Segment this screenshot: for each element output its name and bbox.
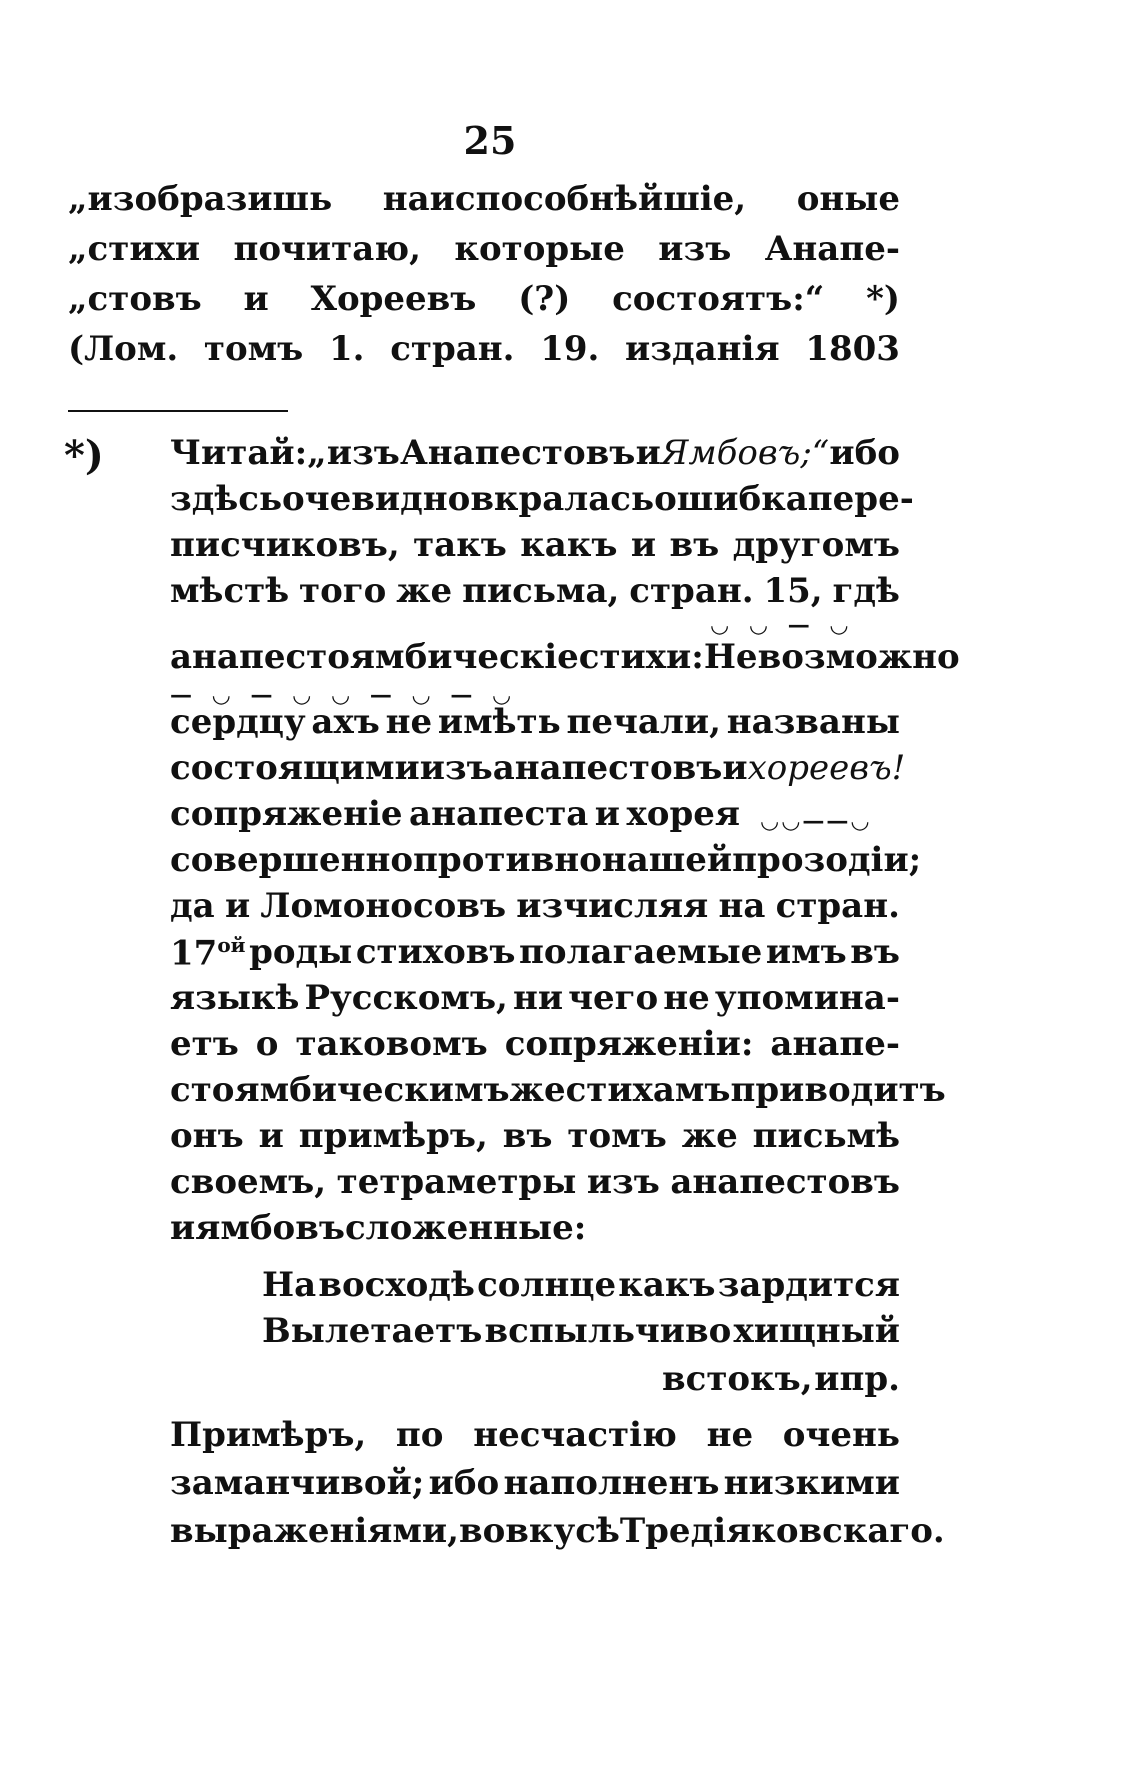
word: названы <box>726 702 900 742</box>
word: на <box>718 886 766 926</box>
word: полагаемые <box>519 932 763 972</box>
closing-line <box>170 1511 945 1551</box>
word: таковомъ <box>295 1024 488 1064</box>
word: да <box>170 886 215 926</box>
word: Анапестовъ <box>400 433 636 473</box>
word: несчастію <box>473 1415 677 1455</box>
footnote-line <box>170 637 960 677</box>
word: очевидно <box>282 479 471 519</box>
word: примѣръ, <box>298 1116 488 1156</box>
word: во <box>458 1511 506 1551</box>
footnote-rule <box>68 410 288 412</box>
word: стихамъ <box>565 1070 731 1110</box>
word: наиспособнѣйшіе, <box>382 179 747 219</box>
word: изъ <box>419 748 493 788</box>
footnote-line <box>170 525 900 565</box>
word: $17^{ой}$ <box>170 933 246 974</box>
word: по <box>395 1415 444 1455</box>
word: какъ <box>618 1265 716 1305</box>
word: анапе- <box>770 1024 900 1064</box>
word: томъ <box>203 329 304 369</box>
word: Хореевъ <box>310 279 477 319</box>
word: гдѣ <box>832 571 900 611</box>
word: не <box>706 1415 754 1455</box>
word: имъ <box>765 932 847 972</box>
word: и <box>224 886 251 926</box>
word: хорея <box>626 794 740 834</box>
word: очень <box>782 1415 900 1455</box>
word: стран. <box>775 886 900 926</box>
word: ямбовъ <box>195 1208 345 1248</box>
footnote-line <box>170 433 900 473</box>
footnote-line <box>170 840 922 880</box>
word: и <box>594 794 621 834</box>
word: упомина- <box>714 978 900 1018</box>
word: стран. <box>629 571 754 611</box>
word: Примѣръ, <box>170 1415 367 1455</box>
word: На <box>262 1265 317 1305</box>
word: хищный <box>733 1311 900 1351</box>
footnote-line <box>170 978 900 1018</box>
word: изъ <box>658 229 732 269</box>
word: не <box>663 978 710 1018</box>
word: заманчивой; <box>170 1463 425 1503</box>
footnote-line <box>170 479 914 519</box>
word: нашей <box>601 840 733 880</box>
word: Ямбовъ;“ <box>661 433 830 473</box>
word: 1803 <box>805 329 900 369</box>
word: анапестовъ <box>670 1162 900 1202</box>
main-line <box>68 279 900 319</box>
word: стиховъ <box>355 932 516 972</box>
word: томъ <box>567 1116 667 1156</box>
verse-line <box>262 1265 900 1305</box>
word: совершенно <box>170 840 414 880</box>
word: и <box>258 1116 284 1156</box>
word: 19. <box>540 329 600 369</box>
word: „стихи <box>68 229 201 269</box>
word: сопряженіе <box>170 794 403 834</box>
word: о <box>255 1024 279 1064</box>
word: оные <box>796 179 900 219</box>
word: состоятъ:“ <box>612 279 825 319</box>
word: Тредіяковскаго. <box>619 1511 945 1551</box>
word: етъ <box>170 1024 239 1064</box>
word: восходѣ <box>318 1265 475 1305</box>
word: въ <box>669 525 720 565</box>
word: (?) <box>518 279 571 319</box>
word: которые <box>454 229 625 269</box>
word: зардится <box>717 1265 900 1305</box>
word: въ <box>502 1116 553 1156</box>
word: мѣстѣ <box>170 571 290 611</box>
word: въ <box>850 932 900 972</box>
word: ипр. <box>814 1359 900 1399</box>
word: Ломоносовъ <box>260 886 507 926</box>
verse-line <box>262 1311 900 1351</box>
word: и <box>170 1208 196 1248</box>
word: сложенные: <box>344 1208 587 1248</box>
word: же <box>509 1070 566 1110</box>
closing-line <box>170 1463 900 1503</box>
word: приводитъ <box>730 1070 946 1110</box>
main-line <box>68 229 900 269</box>
word: письма, <box>462 571 620 611</box>
word: и <box>722 748 748 788</box>
word: анапестоямбическіе <box>170 637 579 677</box>
word: анапестовъ <box>492 748 723 788</box>
word: письмѣ <box>752 1116 900 1156</box>
meter-marks-1: ◡ ◡ — ◡ <box>710 612 855 638</box>
word: онъ <box>170 1116 244 1156</box>
word: роды <box>249 932 353 972</box>
word: имѣть <box>437 702 561 742</box>
footnote-marker: *) <box>64 432 104 479</box>
word: пере- <box>807 479 914 519</box>
word: Читай:„ <box>170 433 327 473</box>
word: 15, <box>763 571 823 611</box>
footnote-line <box>170 702 900 742</box>
word: здѣсь <box>170 479 283 519</box>
word: такъ <box>413 525 507 565</box>
word: и <box>635 433 661 473</box>
word: Невозможно <box>703 637 960 677</box>
word: того <box>299 571 387 611</box>
word: чего <box>568 978 659 1018</box>
word: стоямбическимъ <box>170 1070 510 1110</box>
word: вкусѣ <box>505 1511 620 1551</box>
word: *) <box>866 279 900 319</box>
word: изданія <box>625 329 780 369</box>
word: ибо <box>829 433 900 473</box>
word: Вылетаетъ <box>262 1311 483 1351</box>
meter-marks-2: — ◡ — ◡ ◡ — ◡ — ◡ <box>170 682 518 708</box>
word: Анапе- <box>764 229 900 269</box>
word: „изобразишь <box>68 179 333 219</box>
footnote-line <box>170 1070 946 1110</box>
word: выраженіями, <box>170 1511 459 1551</box>
word: печали, <box>566 702 721 742</box>
word: Русскомъ, <box>304 978 508 1018</box>
word: ошибка <box>654 479 808 519</box>
word: изъ <box>586 1162 660 1202</box>
word: и <box>630 525 657 565</box>
main-line <box>68 179 900 219</box>
word: вкралась <box>470 479 655 519</box>
meter-marks-inline: ◡◡——◡ <box>760 808 872 834</box>
word: низкими <box>723 1463 900 1503</box>
word: своемъ, <box>170 1162 327 1202</box>
word: хореевъ! <box>747 748 906 788</box>
word: почитаю, <box>233 229 421 269</box>
main-line <box>68 329 900 369</box>
word: 1. <box>328 329 365 369</box>
word: сопряженіи: <box>504 1024 754 1064</box>
footnote-line <box>170 1116 900 1156</box>
word: прозодіи; <box>732 840 922 880</box>
word: встокъ, <box>662 1359 813 1399</box>
footnote-line <box>170 886 900 926</box>
word: противно <box>413 840 602 880</box>
word: анапеста <box>409 794 589 834</box>
footnote-line <box>170 571 900 611</box>
verse-line <box>662 1359 900 1399</box>
footnote-line <box>170 1162 900 1202</box>
word: солнце <box>477 1265 617 1305</box>
word: стихи: <box>578 637 704 677</box>
word: не <box>385 702 433 742</box>
word: изчисляя <box>516 886 709 926</box>
word: стран. <box>390 329 515 369</box>
page-number: 25 <box>463 118 517 163</box>
word: ибо <box>428 1463 500 1503</box>
word: сердцу <box>170 702 306 742</box>
word: другомъ <box>732 525 900 565</box>
word: ахъ <box>311 702 380 742</box>
footnote-line <box>170 932 900 974</box>
word: состоящими <box>170 748 420 788</box>
word: писчиковъ, <box>170 525 400 565</box>
footnote-line <box>170 748 906 788</box>
footnote-line <box>170 1024 900 1064</box>
word: же <box>681 1116 738 1156</box>
footnote-line <box>170 794 740 834</box>
word: же <box>396 571 453 611</box>
word: (Лом. <box>68 329 179 369</box>
word: и <box>243 279 269 319</box>
word: вспыльчиво <box>484 1311 732 1351</box>
closing-line <box>170 1415 900 1455</box>
word: языкѣ <box>170 978 300 1018</box>
word: тетраметры <box>336 1162 577 1202</box>
word: ни <box>512 978 564 1018</box>
footnote-line <box>170 1208 587 1248</box>
word: какъ <box>520 525 618 565</box>
word: „стовъ <box>68 279 202 319</box>
word: изъ <box>326 433 400 473</box>
word: наполненъ <box>503 1463 720 1503</box>
